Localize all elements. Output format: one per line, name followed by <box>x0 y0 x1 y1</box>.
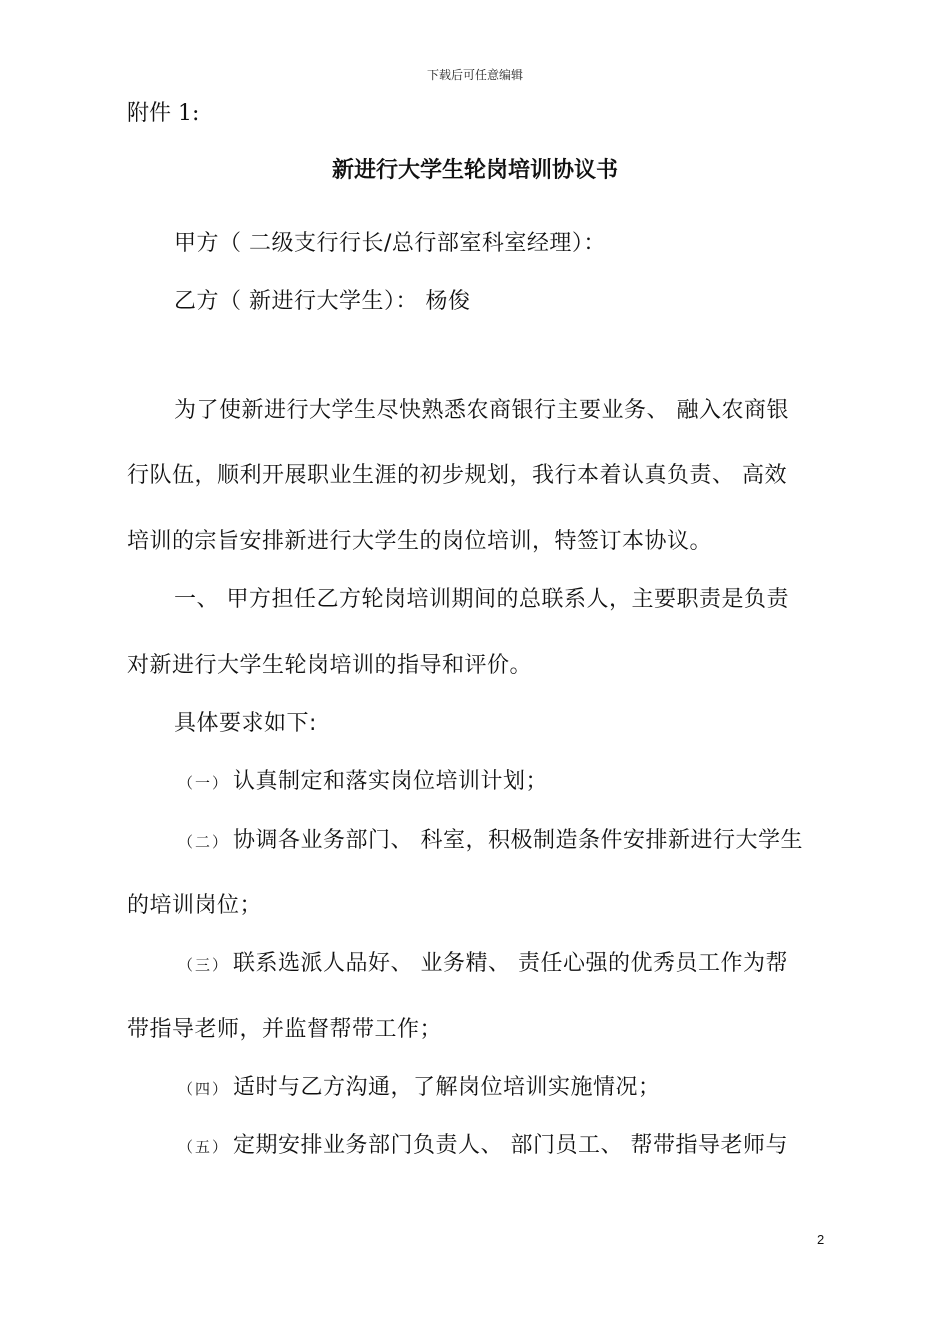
requirement-item-2 <box>178 823 803 854</box>
requirement-item-4 <box>178 1070 661 1101</box>
intro-line-2: 行队伍，顺利开展职业生涯的初步规划，我行本着认真负责、 高效 <box>127 463 787 488</box>
requirement-item-5 <box>178 1128 788 1159</box>
party-a-line: 甲方（ 二级支行行长/总行部室科室经理）： <box>174 231 606 256</box>
item-text: 联系选派人品好、 业务精、 责任心强的优秀员工作为帮 <box>233 951 789 976</box>
document-title: 新进行大学生轮岗培训协议书 <box>331 158 618 183</box>
item-text: 协调各业务部门、 科室，积极制造条件安排新进行大学生 <box>233 828 804 853</box>
item-number: （五） <box>178 1138 230 1156</box>
page-number: 2 <box>817 1232 825 1247</box>
item-text: 定期安排业务部门负责人、 部门员工、 帮带指导老师与 <box>233 1133 789 1158</box>
requirement-item-3 <box>178 946 788 977</box>
requirement-item-3-cont: 带指导老师，并监督帮带工作； <box>127 1017 443 1042</box>
attachment-label: 附件 1: <box>127 101 200 126</box>
requirement-item-2-cont: 的培训岗位； <box>127 893 263 918</box>
item-number: （二） <box>178 833 230 851</box>
page-header: 下载后可任意编辑 <box>426 68 523 82</box>
intro-line-1: 为了使新进行大学生尽快熟悉农商银行主要业务、 融入农商银 <box>174 398 789 423</box>
item-text: 认真制定和落实岗位培训计划； <box>233 769 549 794</box>
requirement-item-1 <box>178 764 548 795</box>
intro-line-3: 培训的宗旨安排新进行大学生的岗位培训，特签订本协议。 <box>127 529 713 554</box>
item-number: （一） <box>178 774 230 792</box>
requirements-heading: 具体要求如下: <box>174 711 317 736</box>
party-b-line: 乙方（ 新进行大学生）： 杨俊 <box>174 289 471 314</box>
clause-1-line-2: 对新进行大学生轮岗培训的指导和评价。 <box>127 653 533 678</box>
item-text: 适时与乙方沟通，了解岗位培训实施情况； <box>233 1075 661 1100</box>
item-number: （三） <box>178 956 230 974</box>
clause-1-line-1: 一、 甲方担任乙方轮岗培训期间的总联系人，主要职责是负责 <box>174 587 789 612</box>
item-number: （四） <box>178 1080 230 1098</box>
